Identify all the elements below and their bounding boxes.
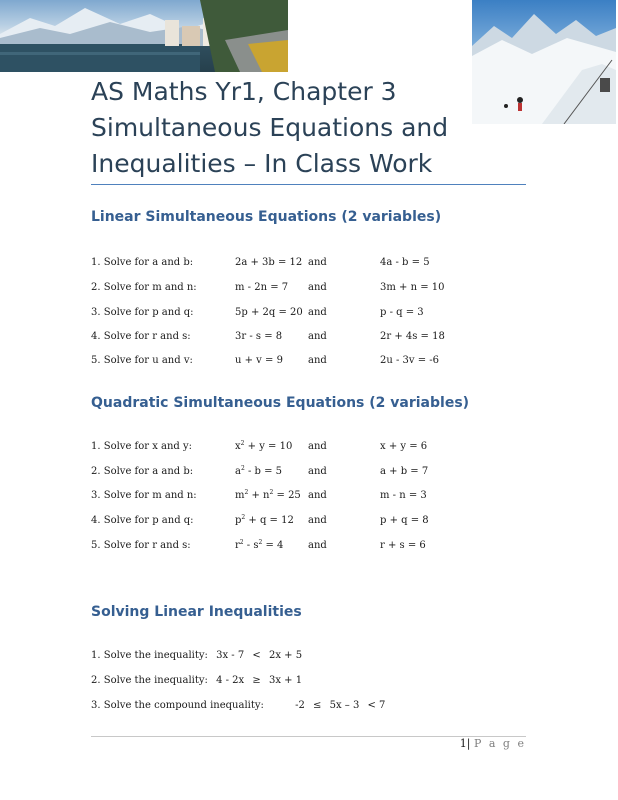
problem-label: 2. Solve the inequality: xyxy=(91,675,208,686)
inequality-rhs: 3x + 1 xyxy=(268,675,303,686)
problem-label: 4. Solve for p and q: xyxy=(91,515,194,526)
inequality-operator: ≤ xyxy=(313,700,322,711)
problem-label: 1. Solve for a and b: xyxy=(91,257,194,268)
equation-two: p - q = 3 xyxy=(380,307,424,318)
inequality-operator: ≥ xyxy=(252,675,261,686)
problem-label: 5. Solve for r and s: xyxy=(91,540,191,551)
problem-row xyxy=(91,306,551,320)
document-title-line: AS Maths Yr1, Chapter 3 xyxy=(91,77,397,106)
inequality-middle: 5x – 3 xyxy=(329,700,360,711)
equation-two: x + y = 6 xyxy=(380,441,428,452)
equation-one: $p^2 + q = 12$ xyxy=(235,514,294,526)
equation-two: 2r + 4s = 18 xyxy=(380,331,445,342)
inequality-lhs: 4 - 2x xyxy=(216,675,245,686)
joiner-word: and xyxy=(308,490,327,501)
document-title xyxy=(91,74,531,182)
joiner-word: and xyxy=(308,307,327,318)
joiner-word: and xyxy=(308,331,327,342)
document-title-line: Simultaneous Equations and xyxy=(91,113,449,142)
problem-row xyxy=(91,440,551,454)
inequality-operator-upper: < 7 xyxy=(367,700,386,711)
equation-one: m - 2n = 7 xyxy=(235,282,289,293)
lakeside-town-photo xyxy=(0,0,288,72)
equation-two: 2u - 3v = -6 xyxy=(380,355,440,366)
problem-row xyxy=(91,489,551,503)
equation-one: 2a + 3b = 12 xyxy=(235,257,303,268)
problem-label: 2. Solve for a and b: xyxy=(91,466,194,477)
equation-two: 4a - b = 5 xyxy=(380,257,430,268)
equation-one: $a^2 - b = 5$ xyxy=(235,465,283,477)
problem-label: 4. Solve for r and s: xyxy=(91,331,191,342)
problem-row xyxy=(91,256,551,270)
page-footer xyxy=(420,737,526,751)
problem-label: 3. Solve for p and q: xyxy=(91,307,194,318)
inequality-lhs: 3x - 7 xyxy=(216,650,245,661)
document-title-line: Inequalities – In Class Work xyxy=(91,149,433,178)
joiner-word: and xyxy=(308,515,327,526)
problem-label: 3. Solve the compound inequality: xyxy=(91,700,264,711)
section-heading-linear: Linear Simultaneous Equations (2 variables) xyxy=(91,209,442,225)
equation-one: $x^2 + y = 10$ xyxy=(235,440,293,452)
section-heading-inequalities: Solving Linear Inequalities xyxy=(91,604,302,620)
page-word: P a g e xyxy=(473,737,526,750)
inequality-lhs: -2 xyxy=(295,700,305,711)
problem-row xyxy=(91,539,551,553)
problem-row xyxy=(91,281,551,295)
inequality-row xyxy=(91,649,307,663)
joiner-word: and xyxy=(308,441,327,452)
problem-label: 1. Solve the inequality: xyxy=(91,650,208,661)
problem-label: 1. Solve for x and y: xyxy=(91,441,193,452)
equation-one: 5p + 2q = 20 xyxy=(235,307,303,318)
equation-two: a + b = 7 xyxy=(380,466,429,477)
problem-row xyxy=(91,514,551,528)
problem-label: 2. Solve for m and n: xyxy=(91,282,197,293)
inequality-rhs: 2x + 5 xyxy=(268,650,303,661)
joiner-word: and xyxy=(308,540,327,551)
inequality-row xyxy=(91,699,390,713)
inequality-operator: < xyxy=(252,650,261,661)
inequality-row xyxy=(91,674,307,688)
equation-one: u + v = 9 xyxy=(235,355,283,366)
problem-row xyxy=(91,354,551,368)
problem-row xyxy=(91,330,551,344)
equation-one: $m^2 + n^2 = 25$ xyxy=(235,489,301,501)
problem-label: 3. Solve for m and n: xyxy=(91,490,197,501)
joiner-word: and xyxy=(308,466,327,477)
joiner-word: and xyxy=(308,282,327,293)
title-underline xyxy=(91,184,526,185)
equation-two: r + s = 6 xyxy=(380,540,426,551)
section-heading-quadratic: Quadratic Simultaneous Equations (2 variables) xyxy=(91,395,470,411)
page-number: 1 xyxy=(459,737,467,750)
joiner-word: and xyxy=(308,257,327,268)
lakeside-town-illustration xyxy=(0,0,288,72)
problem-label: 5. Solve for u and v: xyxy=(91,355,193,366)
equation-two: p + q = 8 xyxy=(380,515,429,526)
equation-one: $r^2 - s^2 = 4$ xyxy=(235,539,284,551)
equation-two: m - n = 3 xyxy=(380,490,427,501)
joiner-word: and xyxy=(308,355,327,366)
problem-row xyxy=(91,465,551,479)
equation-one: 3r - s = 8 xyxy=(235,331,283,342)
footer-separator: | xyxy=(466,737,471,750)
equation-two: 3m + n = 10 xyxy=(380,282,445,293)
